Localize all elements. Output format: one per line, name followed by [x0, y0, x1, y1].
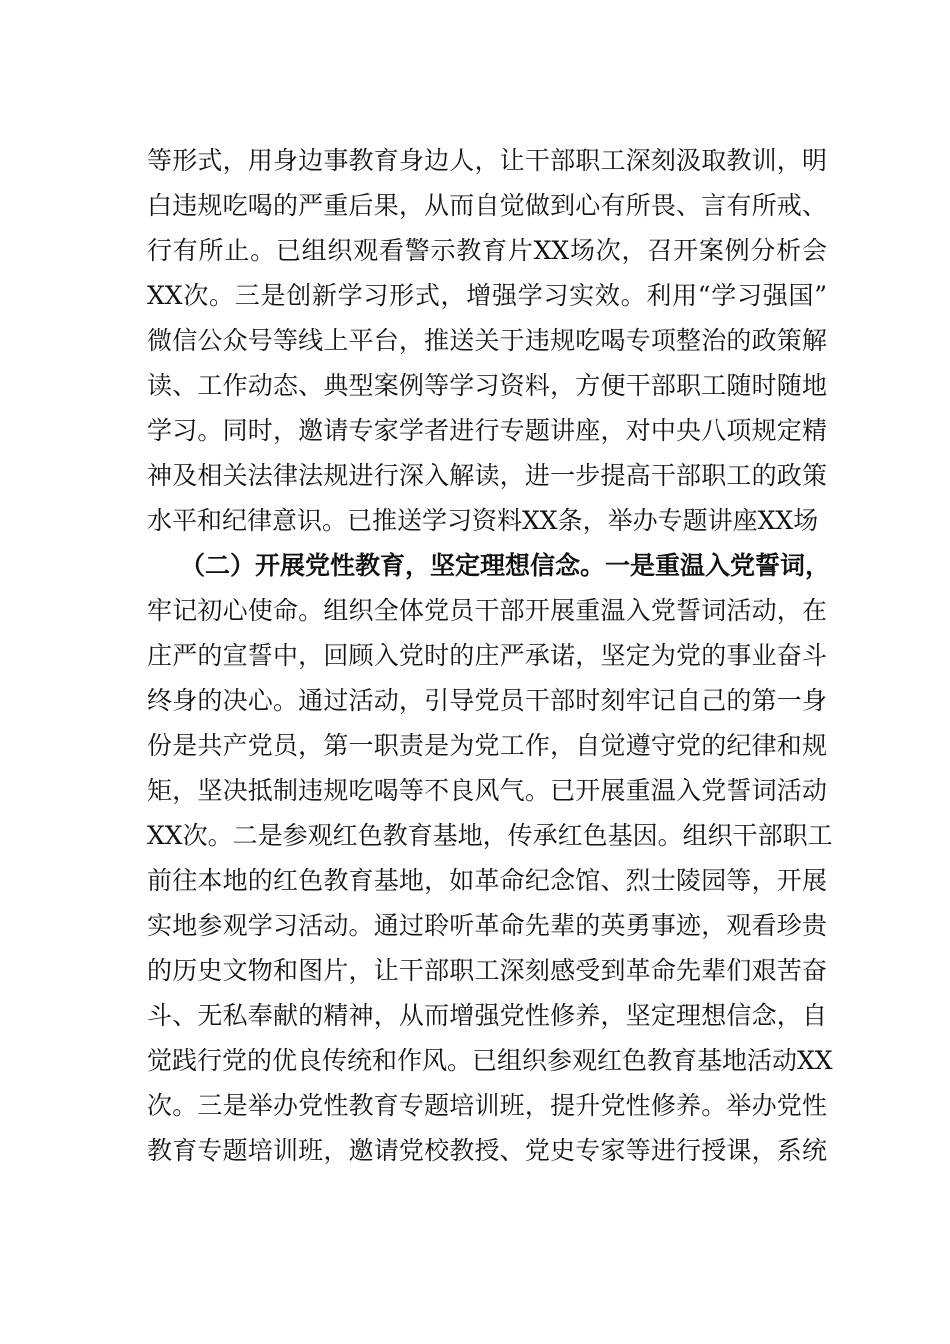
text-line: XX次。三是创新学习形式，增强学习实效。利用“学习强国” [147, 281, 827, 310]
text-line: 矩，坚决抵制违规吃喝等不良风气。已开展重温入党誓词活动 [147, 776, 827, 805]
text-line: 份是共产党员，第一职责是为党工作，自觉遵守党的纪律和规 [147, 731, 827, 760]
text-line: 读、工作动态、典型案例等学习资料，方便干部职工随时随地 [147, 371, 827, 400]
text-line: 实地参观学习活动。通过聆听革命先辈的英勇事迹，观看珍贵 [147, 911, 827, 940]
text-line: 学习。同时，邀请专家学者进行专题讲座，对中央八项规定精 [147, 416, 827, 445]
text-line: 次。三是举办党性教育专题培训班，提升党性修养。举办党性 [147, 1091, 827, 1120]
text-line: 行有所止。已组织观看警示教育片XX场次，召开案例分析会 [147, 236, 827, 265]
text-line: 教育专题培训班，邀请党校教授、党史专家等进行授课，系统 [147, 1136, 827, 1165]
text-line: 白违规吃喝的严重后果，从而自觉做到心有所畏、言有所戒、 [147, 191, 827, 220]
text-line: 庄严的宣誓中，回顾入党时的庄严承诺，坚定为党的事业奋斗 [147, 641, 827, 670]
text-line: 觉践行党的优良传统和作风。已组织参观红色教育基地活动XX [147, 1046, 833, 1075]
text-line: 水平和纪律意识。已推送学习资料XX条，举办专题讲座XX场 [147, 506, 819, 535]
text-line: 等形式，用身边事教育身边人，让干部职工深刻汲取教训，明 [147, 146, 827, 175]
text-line: XX次。二是参观红色教育基地，传承红色基因。组织干部职工 [147, 821, 833, 850]
text-line: 前往本地的红色教育基地，如革命纪念馆、烈士陵园等，开展 [147, 866, 827, 895]
text-line: 神及相关法律法规进行深入解读，进一步提高干部职工的政策 [147, 461, 827, 490]
text-line: 斗、无私奉献的精神，从而增强党性修养，坚定理想信念，自 [147, 1001, 827, 1030]
text-line: 牢记初心使命。组织全体党员干部开展重温入党誓词活动，在 [147, 596, 827, 625]
text-line: 的历史文物和图片，让干部职工深刻感受到革命先辈们艰苦奋 [147, 956, 827, 985]
section-heading-line: （二）开展党性教育，坚定理想信念。一是重温入党誓词， [180, 551, 831, 580]
text-line: 微信公众号等线上平台，推送关于违规吃喝专项整治的政策解 [147, 326, 827, 355]
body-text [147, 138, 833, 1173]
text-line: 终身的决心。通过活动，引导党员干部时刻牢记自己的第一身 [147, 686, 827, 715]
